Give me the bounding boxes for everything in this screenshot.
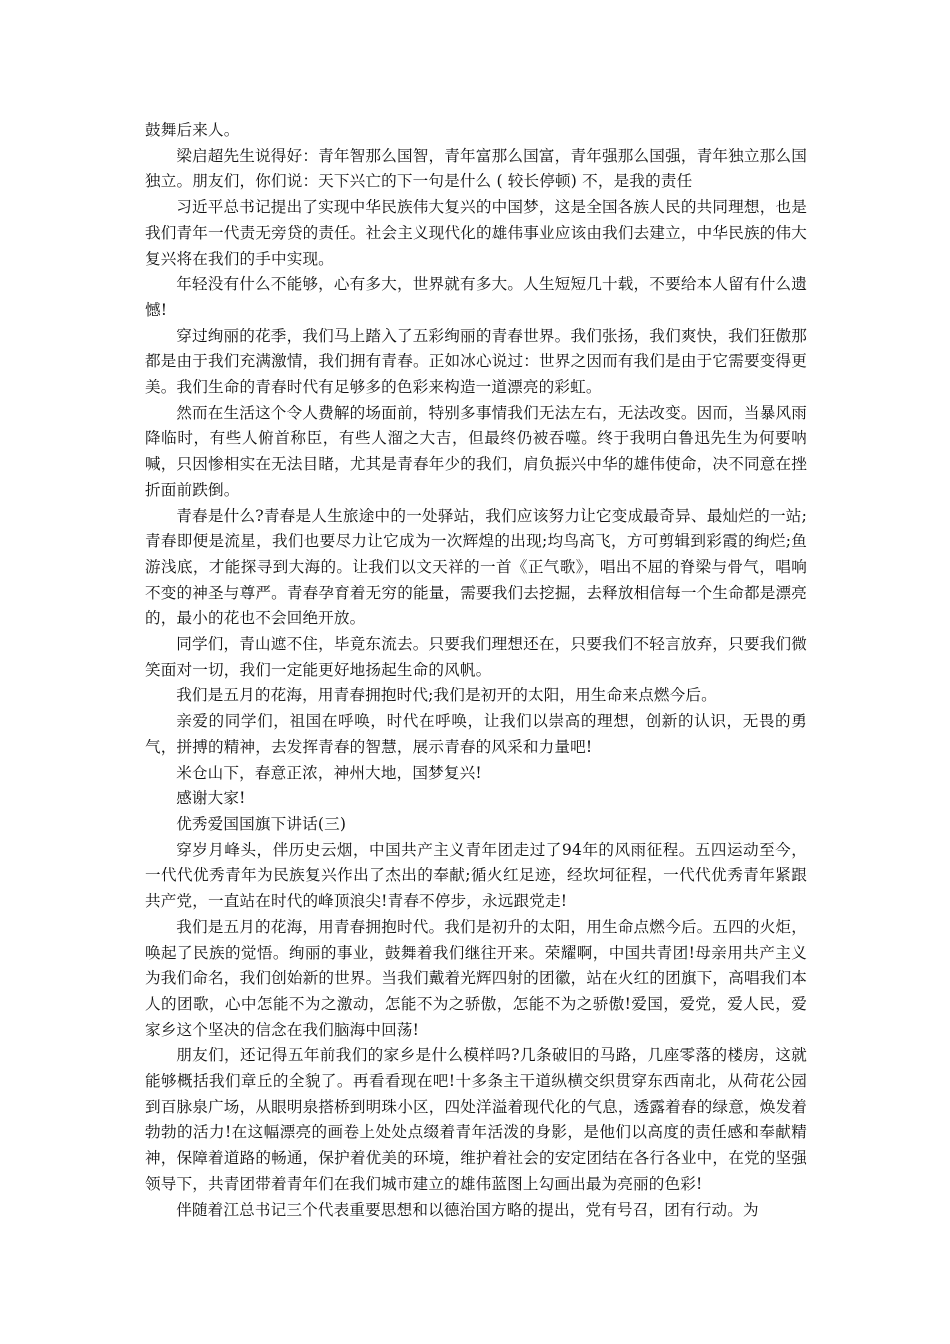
- paragraph: 然而在生活这个令人费解的场面前，特别多事情我们无法左右，无法改变。因而，当暴风雨降临时，有些人俯首称臣，有些人溜之大吉，但最终仍被吞噬。终于我明白鲁迅先生为何要呐喊，只因惨相实在无法目睹，尤其是青春年少的我们，肩负振兴中华的雄伟使命，决不同意在挫折面前跌倒。: [145, 403, 807, 499]
- paragraph: 青春是什么?青春是人生旅途中的一处驿站，我们应该努力让它变成最奇异、最灿烂的一站;青春即便是流星，我们也要尽力让它成为一次辉煌的出现;均鸟高飞，方可剪辑到彩霞的绚烂;鱼游浅底，才能探寻到大海的。让我们以文天祥的一首《正气歌》，唱出不屈的脊梁与骨气，唱响不变的神圣与尊严。青春孕育着无穷的能量，需要我们去挖掘，去释放相信每一个生命都是漂亮的，最小的花也不会回绝开放。: [145, 506, 807, 628]
- paragraph: 伴随着江总书记三个代表重要思想和以德治国方略的提出，党有号召，团有行动。为: [176, 1200, 759, 1219]
- paragraph: 穿过绚丽的花季，我们马上踏入了五彩绚丽的青春世界。我们张扬，我们爽快，我们狂傲那都是由于我们充满激情，我们拥有青春。正如冰心说过：世界之因而有我们是由于它需要变得更美。我们生命的青春时代有足够多的色彩来构造一道漂亮的彩虹。: [145, 326, 807, 397]
- paragraph: 年轻没有什么不能够，心有多大，世界就有多大。人生短短几十载，不要给本人留有什么遗憾!: [145, 275, 807, 319]
- paragraph: 米仓山下，春意正浓，神州大地，国梦复兴!: [176, 763, 482, 782]
- paragraph: 穿岁月峰头，伴历史云烟，中国共产主义青年团走过了94年的风雨征程。五四运动至今，一代代优秀青年为民族复兴作出了杰出的奉献;循火红足迹，经坎坷征程，一代代优秀青年紧跟共产党，一直站在时代的峰顶浪尖!青春不停步，永远跟党走!: [145, 840, 807, 911]
- document-page: [145, 118, 807, 1223]
- paragraph: 感谢大家!: [176, 789, 246, 808]
- paragraph: 我们是五月的花海，用青春拥抱时代;我们是初开的太阳，用生命来点燃今后。: [176, 686, 717, 705]
- paragraph: 梁启超先生说得好：青年智那么国智，青年富那么国富，青年强那么国强，青年独立那么国独立。朋友们，你们说：天下兴亡的下一句是什么 ( 较长停顿) 不，是我的责任: [145, 146, 807, 191]
- paragraph: 亲爱的同学们，祖国在呼唤，时代在呼唤，让我们以崇高的理想，创新的认识，无畏的勇气，拼搏的精神，去发挥青春的智慧，展示青春的风采和力量吧!: [145, 712, 807, 756]
- paragraph: 同学们，青山遮不住，毕竟东流去。只要我们理想还在，只要我们不轻言放弃，只要我们微笑面对一切，我们一定能更好地扬起生命的风帆。: [145, 635, 807, 679]
- paragraph: 我们是五月的花海，用青春拥抱时代。我们是初升的太阳，用生命点燃今后。五四的火炬，唤起了民族的觉悟。绚丽的事业，鼓舞着我们继往开来。荣耀啊，中国共青团!母亲用共产主义为我们命名，我们创始新的世界。当我们戴着光辉四射的团徽，站在火红的团旗下，高唱我们本人的团歌，心中怎能不为之激动，怎能不为之骄傲，怎能不为之骄傲!爱国，爱党，爱人民，爱家乡这个坚决的信念在我们脑海中回荡!: [145, 917, 807, 1039]
- paragraph: 朋友们，还记得五年前我们的家乡是什么模样吗?几条破旧的马路，几座零落的楼房，这就能够概括我们章丘的全貌了。再看看现在吧!十多条主干道纵横交织贯穿东西南北，从荷花公园到百脉泉广场，从眼明泉搭桥到明珠小区，四处洋溢着现代化的气息，透露着春的绿意，焕发着勃勃的活力!在这幅漂亮的画卷上处处点缀着青年活泼的身影，是他们以高度的责任感和奉献精神，保障着道路的畅通，保护着优美的环境，维护着社会的安定团结在各行各业中，在党的坚强领导下，共青团带着青年们在我们城市建立的雄伟蓝图上勾画出最为亮丽的色彩!: [145, 1046, 807, 1193]
- section-heading: 优秀爱国国旗下讲话(三): [176, 814, 347, 833]
- paragraph: 鼓舞后来人。: [145, 121, 240, 139]
- paragraph: 习近平总书记提出了实现中华民族伟大复兴的中国梦，这是全国各族人民的共同理想，也是我们青年一代责无旁贷的责任。社会主义现代化的雄伟事业应该由我们去建立，中华民族的伟大复兴将在我们的手中实现。: [145, 198, 807, 268]
